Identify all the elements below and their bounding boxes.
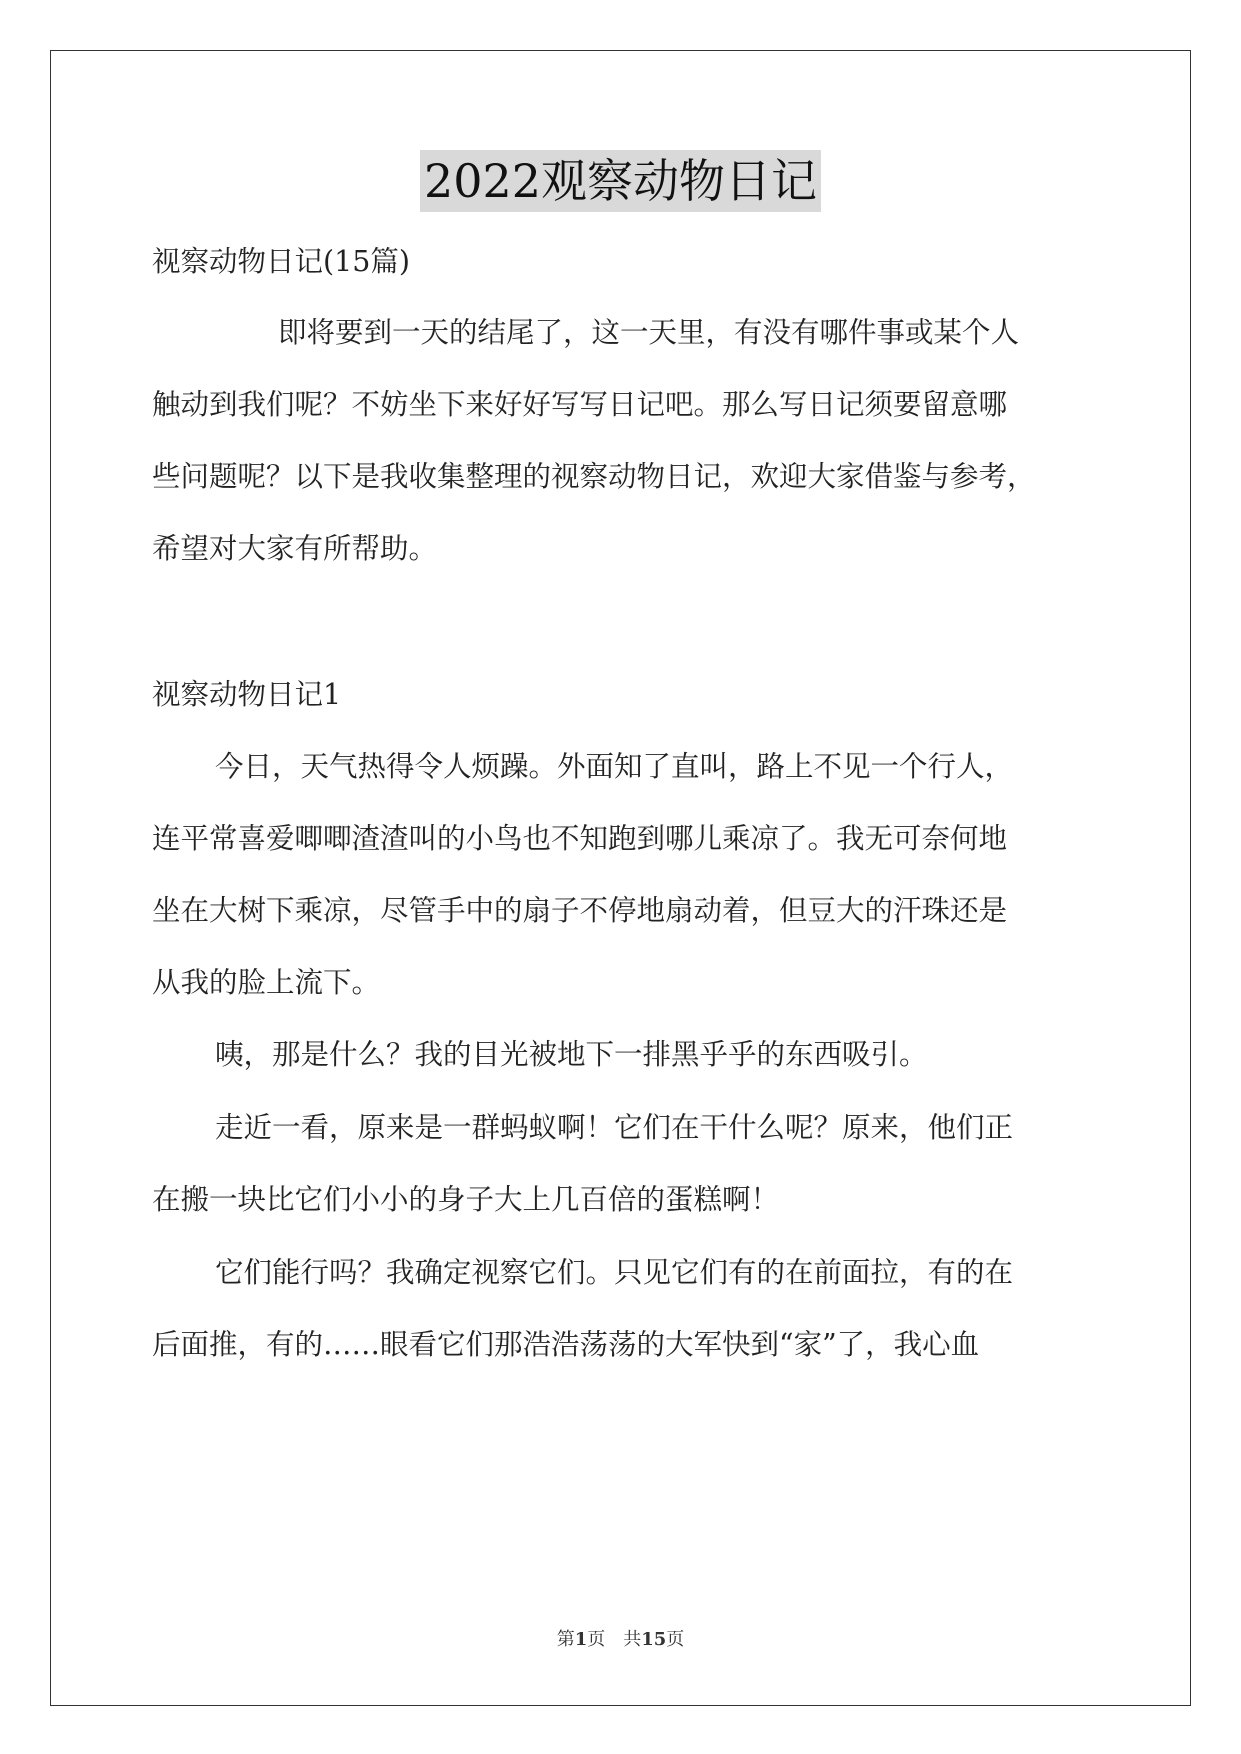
body-line-4: 从我的脸上流下。 [152, 966, 381, 999]
body-line-5: 咦，那是什么？我的目光被地下一排黑乎乎的东西吸引。 [215, 1038, 928, 1071]
title-container [0, 150, 1241, 212]
intro-line-2: 触动到我们呢？不妨坐下来好好写写日记吧。那么写日记须要留意哪 [152, 388, 1008, 421]
footer-page-suffix: 页 [666, 1629, 685, 1650]
document-title: 2022观察动物日记 [420, 150, 821, 212]
body-line-9: 后面推，有的……眼看它们那浩浩荡荡的大军快到“家”了，我心血 [152, 1328, 980, 1361]
body-line-3: 坐在大树下乘凉，尽管手中的扇子不停地扇动着，但豆大的汗珠还是 [152, 894, 1008, 927]
intro-line-1: 即将要到一天的结尾了，这一天里，有没有哪件事或某个人 [278, 316, 1020, 349]
intro-line-4: 希望对大家有所帮助。 [152, 532, 438, 565]
body-line-1: 今日，天气热得令人烦躁。外面知了直叫，路上不见一个行人， [215, 750, 1014, 783]
section-heading: 视察动物日记1 [152, 678, 342, 711]
footer-total-pages: 15 [641, 1629, 667, 1650]
footer-page-mid: 页 共 [587, 1629, 642, 1650]
page-border [50, 50, 1191, 1706]
body-line-8: 它们能行吗？我确定视察它们。只见它们有的在前面拉，有的在 [215, 1256, 1014, 1289]
footer-page-prefix: 第 [556, 1629, 575, 1650]
body-line-6: 走近一看，原来是一群蚂蚁啊！它们在干什么呢？原来，他们正 [215, 1111, 1014, 1144]
intro-line-3: 些问题呢？以下是我收集整理的视察动物日记，欢迎大家借鉴与参考， [152, 460, 1036, 493]
page-footer [0, 1628, 1241, 1652]
footer-current-page: 1 [574, 1629, 588, 1650]
subtitle: 视察动物日记(15篇) [152, 245, 411, 278]
body-line-2: 连平常喜爱唧唧渣渣叫的小鸟也不知跑到哪儿乘凉了。我无可奈何地 [152, 822, 1008, 855]
body-line-7: 在搬一块比它们小小的身子大上几百倍的蛋糕啊！ [152, 1183, 780, 1216]
